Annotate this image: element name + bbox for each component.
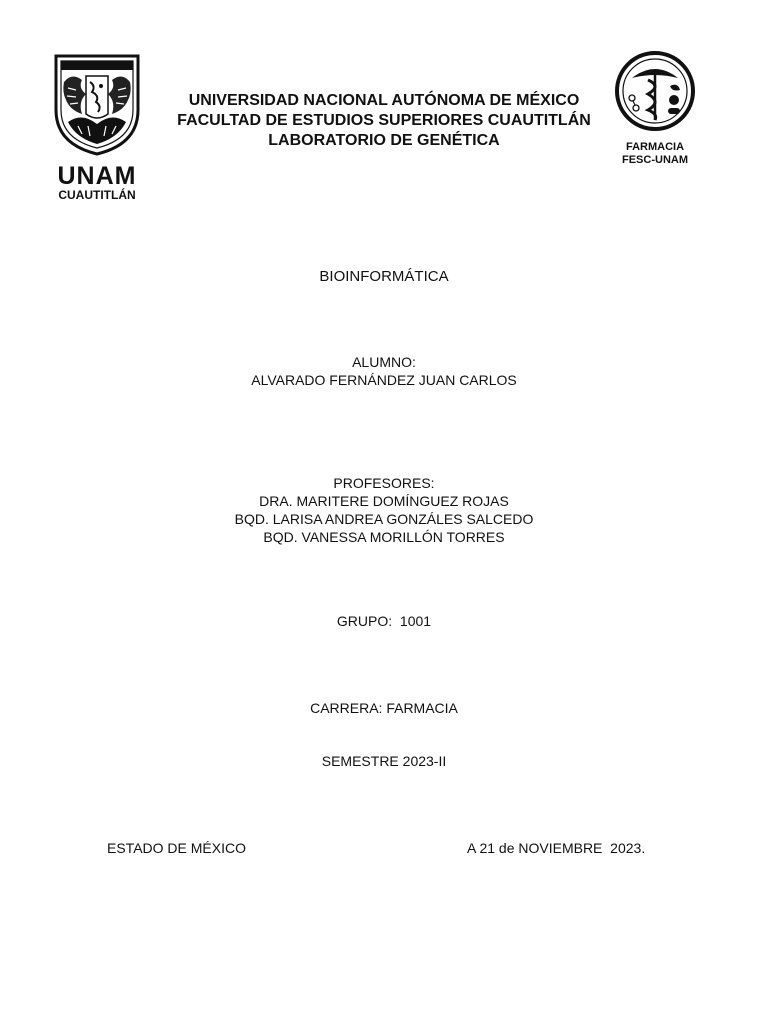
semester-line: SEMESTRE 2023-II	[321, 753, 447, 769]
student-name: ALVARADO FERNÁNDEZ JUAN CARLOS	[251, 372, 517, 388]
footer-place: ESTADO DE MÉXICO	[107, 840, 246, 856]
professor-name: BQD. VANESSA MORILLÓN TORRES	[263, 529, 505, 545]
group-line: GRUPO: 1001	[336, 613, 432, 629]
student-block	[0, 353, 768, 389]
farmacia-label	[612, 141, 698, 167]
header-faculty: FACULTAD DE ESTUDIOS SUPERIORES CUAUTITLÁN	[177, 112, 591, 129]
header-block	[150, 91, 618, 151]
career-line: CARRERA: FARMACIA	[310, 700, 458, 716]
farmacia-logo	[612, 50, 698, 167]
professors-block	[0, 474, 768, 546]
unam-wordmark: UNAM	[57, 162, 137, 190]
header-lab: LABORATORIO DE GENÉTICA	[268, 132, 500, 149]
farmacia-seal-icon	[612, 50, 698, 132]
footer-date: A 21 de NOVIEMBRE 2023.	[467, 840, 646, 856]
professors-label: PROFESORES:	[333, 475, 435, 491]
header-university: UNIVERSIDAD NACIONAL AUTÓNOMA DE MÉXICO	[188, 92, 580, 109]
farmacia-line2: FESC-UNAM	[622, 154, 688, 166]
professor-name: BQD. LARISA ANDREA GONZÁLES SALCEDO	[234, 511, 534, 527]
professor-name: DRA. MARITERE DOMÍNGUEZ ROJAS	[259, 493, 509, 509]
subject-title: BIOINFORMÁTICA	[319, 268, 449, 285]
farmacia-line1: FARMACIA	[625, 141, 685, 153]
unam-crest-icon	[48, 52, 146, 156]
student-label: ALUMNO:	[352, 354, 416, 370]
unam-logo	[48, 52, 146, 202]
unam-campus: CUAUTITLÁN	[58, 188, 136, 202]
